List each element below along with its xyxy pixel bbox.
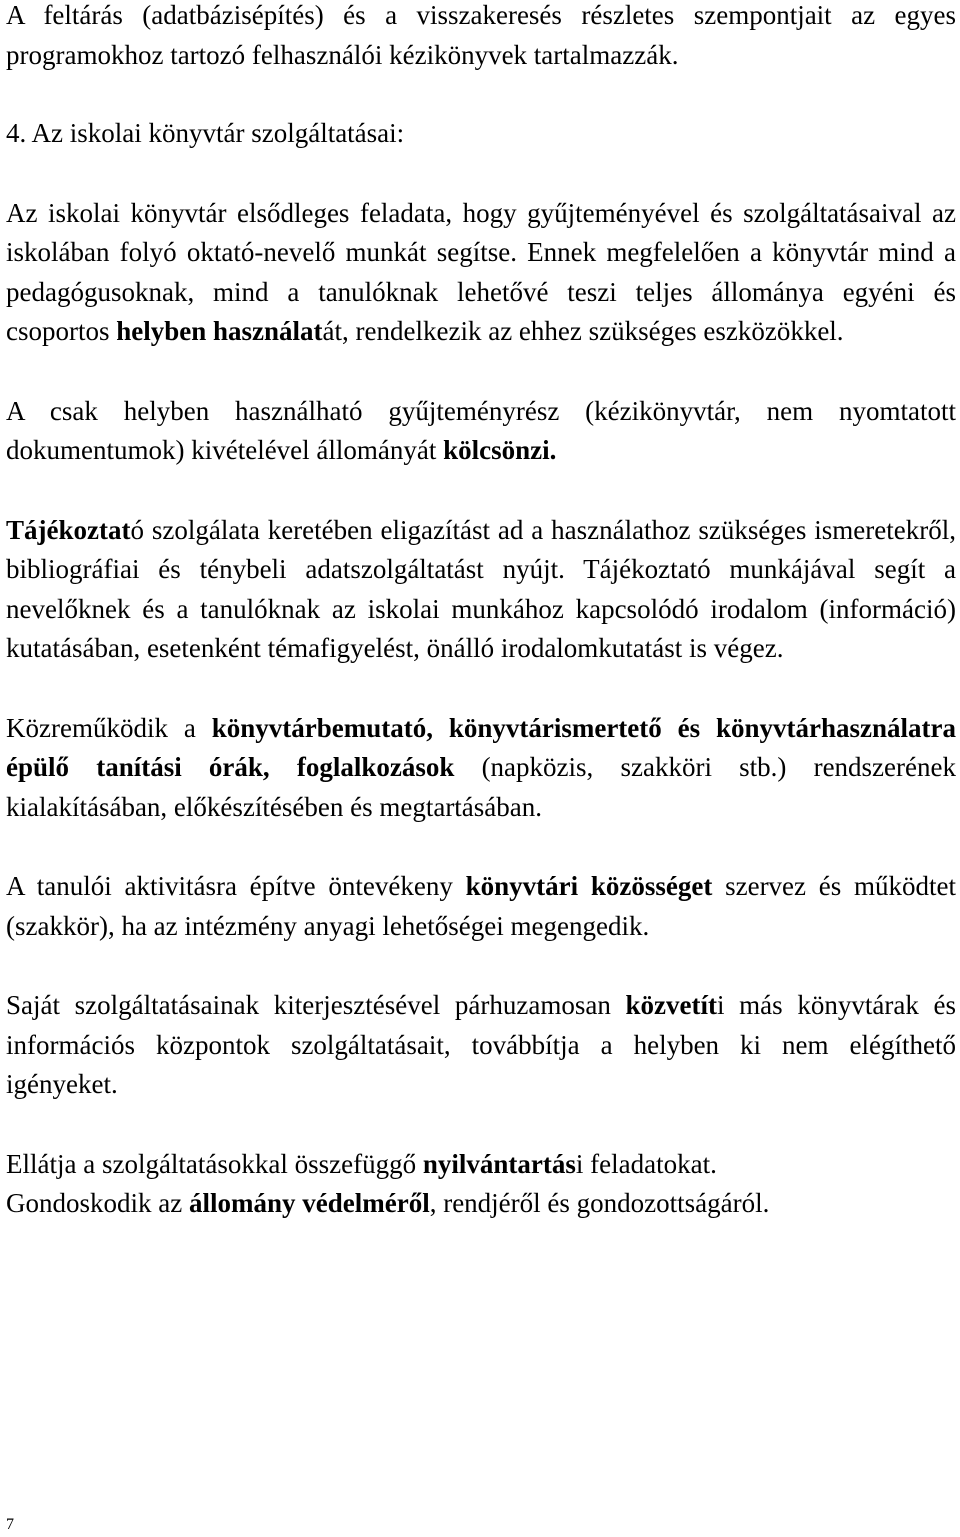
bold-term: nyilvántartás	[422, 1148, 576, 1179]
bold-term: könyvtárbemutató, könyvtárismertető és könyvtárhasználatra épülő tanítási órák, foglalkozások	[6, 712, 957, 782]
document-page	[6, 0, 956, 1224]
paragraph-library-community	[6, 867, 956, 946]
paragraph-line-protection	[6, 1188, 769, 1218]
paragraph-text: Saját szolgáltatásainak kiterjesztésével párhuzamosan	[6, 990, 626, 1020]
paragraph-mediation	[6, 986, 956, 1105]
paragraph-library-lessons	[6, 709, 956, 828]
paragraph-line-records	[6, 1149, 717, 1179]
bold-term: Tájékoztat	[6, 514, 131, 545]
paragraph-primary-task	[6, 194, 956, 352]
paragraph-text: ó szolgálata keretében eligazítást ad a használathoz szükséges ismeretekről, bibliográfiai és ténybeli adatszolgáltatást nyújt. Tájékoztató munkájával segít a nevelőknek és a tanulóknak az iskolai munkához kapcsolódó irodalom (információ) kutatásában, esetenként témafigyelést, önálló irodalomkutatást is végez.	[6, 514, 956, 663]
paragraph-text: Ellátja a szolgáltatásokkal összefüggő	[6, 1148, 423, 1179]
paragraph-text: , rendjéről és gondozottságáról.	[429, 1188, 770, 1218]
bold-term: helyben használat	[116, 316, 323, 346]
intro-text: A feltárás (adatbázisépítés) és a visszakeresés részletes szempontjait az egyes programokhoz tartozó felhasználói kézikönyvek tartalmazzák.	[6, 0, 956, 70]
paragraph-records-protection	[6, 1145, 956, 1224]
section-heading	[6, 114, 956, 154]
page-number: 7	[6, 1516, 14, 1533]
paragraph-text: át, rendelkezik az ehhez szükséges eszközökkel.	[322, 316, 844, 346]
section-heading-text: 4. Az iskolai könyvtár szolgáltatásai:	[6, 118, 405, 148]
paragraph-text: Az iskolai könyvtár elsődleges feladata, hogy gyűjteményével és szolgáltatásaival az iskolában folyó oktató-nevelő munkát segítse. Ennek megfelelően a könyvtár mind a pedagógusoknak, mind a tanulóknak lehetővé teszi teljes állománya egyéni és csoportos	[6, 197, 956, 346]
bold-term: könyvtári közösséget	[465, 871, 713, 901]
paragraph-text: Közreműködik a	[6, 712, 212, 743]
paragraph-text: i feladatokat.	[575, 1148, 717, 1179]
paragraph-text: A csak helyben használható gyűjteményrész (kézikönyvtár, nem nyomtatott dokumentumok) kivételével állományát	[6, 395, 956, 465]
paragraph-text: Gondoskodik az	[6, 1188, 189, 1218]
intro-paragraph	[6, 0, 956, 75]
paragraph-text: szervez és működtet (szakkör), ha az intézmény anyagi lehetőségei megengedik.	[6, 871, 956, 941]
paragraph-text: i más könyvtárak és információs központok szolgáltatásait, továbbítja a helyben ki nem elégíthető igényeket.	[6, 990, 956, 1099]
paragraph-text: A tanulói aktivitásra építve öntevékeny	[6, 871, 466, 901]
paragraph-lending	[6, 392, 956, 471]
bold-term: állomány védelméről	[188, 1188, 430, 1218]
paragraph-information-service	[6, 511, 956, 669]
paragraph-text: (napközis, szakköri stb.) rendszerének kialakításában, előkészítésében és megtartásában.	[6, 752, 956, 822]
bold-term: közvetít	[625, 990, 717, 1020]
bold-term: kölcsönzi.	[443, 435, 557, 465]
